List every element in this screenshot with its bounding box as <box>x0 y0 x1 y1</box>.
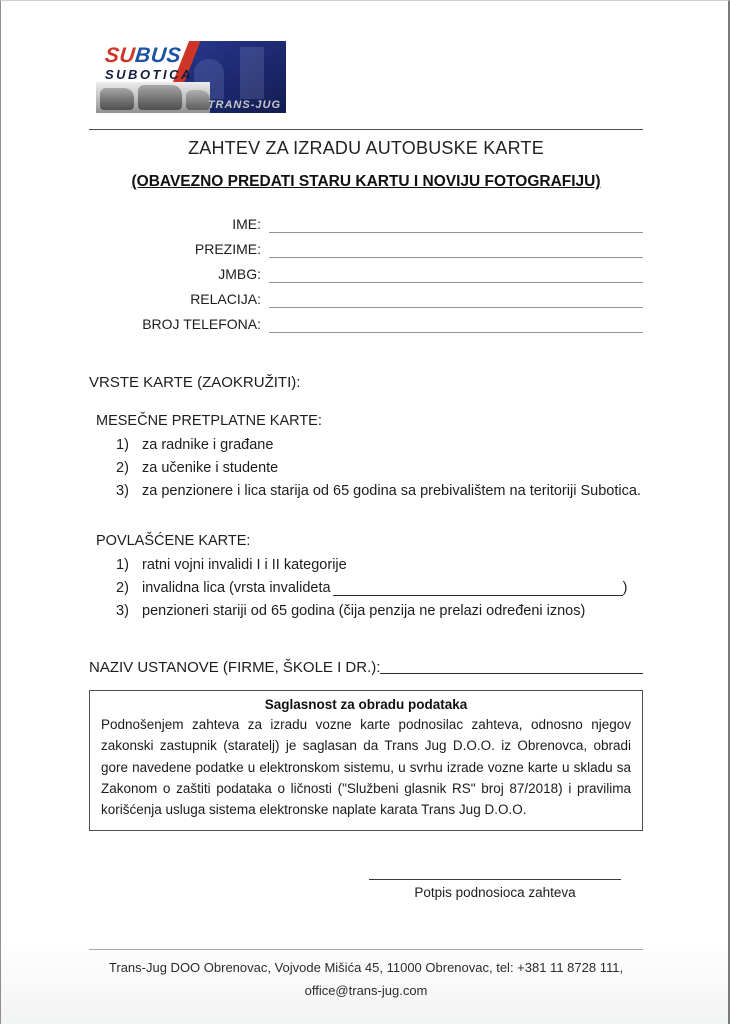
city-hall-tower-graphic <box>240 47 264 99</box>
item-text-suffix: ) <box>622 580 628 596</box>
signature-label: Potpis podnosioca zahteva <box>414 884 576 900</box>
field-row-prezime <box>89 234 643 259</box>
list-item <box>116 577 643 600</box>
footer-text <box>89 957 643 1003</box>
item-number: 3) <box>116 603 129 619</box>
footer-divider <box>89 949 643 950</box>
item-text-prefix: invalidna lica (vrsta invalideta <box>142 580 331 596</box>
item-text: za penzionere i lica starija od 65 godina sa prebivalištem na teritoriji Subotica. <box>142 483 641 499</box>
bus-graphic <box>186 90 210 110</box>
field-row-broj-telefona <box>89 309 643 334</box>
consent-body: Podnošenjem zahteva za izradu vozne karte podnosilac zahteva, odnosno njegov zakonski zastupnik (staratelj) je saglasan da Trans Jug D.O.O. iz Obrenovca, obradi gore navedene podatke u elektronskom sistemu, u svrhu izrade vozne karte u skladu sa Zakonom o zaštiti podataka o ličnosti ("Službeni glasnik RS" broj 87/2018) i pravilima korišćenja usluga sistema elektronske naplate karata Trans Jug D.O.O. <box>101 717 631 818</box>
ime-input-line <box>269 208 643 233</box>
item-number: 1) <box>116 437 129 453</box>
buses-photo-strip <box>96 82 210 113</box>
page-content <box>1 41 728 900</box>
logo-city-text: SUBOTICA <box>105 67 193 82</box>
signature-block <box>369 879 621 900</box>
monthly-cards-list <box>116 434 643 503</box>
item-number: 3) <box>116 483 129 499</box>
logo-company-text: TRANS-JUG <box>207 99 281 111</box>
bus-graphic <box>100 88 134 110</box>
item-number: 1) <box>116 557 129 573</box>
invalidity-type-blank-line <box>333 577 623 596</box>
list-item <box>116 434 643 457</box>
relacija-input-line <box>269 283 643 308</box>
field-row-ime <box>89 209 643 234</box>
field-row-jmbg <box>89 259 643 284</box>
list-item <box>116 600 643 623</box>
item-text: ratni vojni invalidi I i II kategorije <box>142 557 347 573</box>
card-types-heading: VRSTE KARTE (ZAOKRUŽITI): <box>89 374 301 391</box>
field-row-relacija <box>89 284 643 309</box>
consent-title: Saglasnost za obradu podataka <box>264 697 468 712</box>
prezime-input-line <box>269 233 643 258</box>
form-subtitle: (OBAVEZNO PREDATI STARU KARTU I NOVIJU FOTOGRAFIJU) <box>131 173 601 190</box>
privileged-cards-list <box>116 554 643 623</box>
header-divider <box>89 129 643 130</box>
item-text: za radnike i građane <box>142 437 274 453</box>
institution-label: NAZIV USTANOVE (FIRME, ŠKOLE I DR.): <box>89 659 381 676</box>
personal-data-fields <box>89 209 643 334</box>
broj-telefona-label: BROJ TELEFONA: <box>142 316 261 332</box>
bus-graphic <box>138 85 182 110</box>
form-title: ZAHTEV ZA IZRADU AUTOBUSKE KARTE <box>188 138 544 158</box>
page-footer <box>89 949 643 1003</box>
list-item <box>116 554 643 577</box>
jmbg-label: JMBG: <box>218 266 261 282</box>
relacija-label: RELACIJA: <box>190 291 261 307</box>
signature-line <box>369 879 621 880</box>
logo-wordmark <box>104 44 183 68</box>
broj-telefona-input-line <box>269 308 643 333</box>
list-item <box>116 480 643 503</box>
item-text: penzioneri stariji od 65 godina (čija penzija ne prelazi određeni iznos) <box>142 603 586 619</box>
list-item <box>116 457 643 480</box>
privileged-cards-heading: POVLAŠĆENE KARTE: <box>96 533 251 549</box>
item-number: 2) <box>116 580 129 596</box>
institution-blank-line <box>380 673 643 674</box>
prezime-label: PREZIME: <box>194 241 261 257</box>
logo-su-text: SU <box>103 44 137 67</box>
ime-label: IME: <box>232 216 261 232</box>
institution-row <box>89 659 643 676</box>
monthly-cards-heading: MESEČNE PRETPLATNE KARTE: <box>96 413 322 429</box>
logo-bus-text: BUS <box>134 44 183 67</box>
jmbg-input-line <box>269 258 643 283</box>
item-text: za učenike i studente <box>142 460 279 476</box>
footer-email: office@trans-jug.com <box>304 982 428 998</box>
footer-address: Trans-Jug DOO Obrenovac, Vojvode Mišića 45, 11000 Obrenovac, tel: +381 11 8728 111, <box>108 960 624 975</box>
item-number: 2) <box>116 460 129 476</box>
consent-box <box>89 690 643 831</box>
subus-trans-jug-logo <box>96 41 286 113</box>
